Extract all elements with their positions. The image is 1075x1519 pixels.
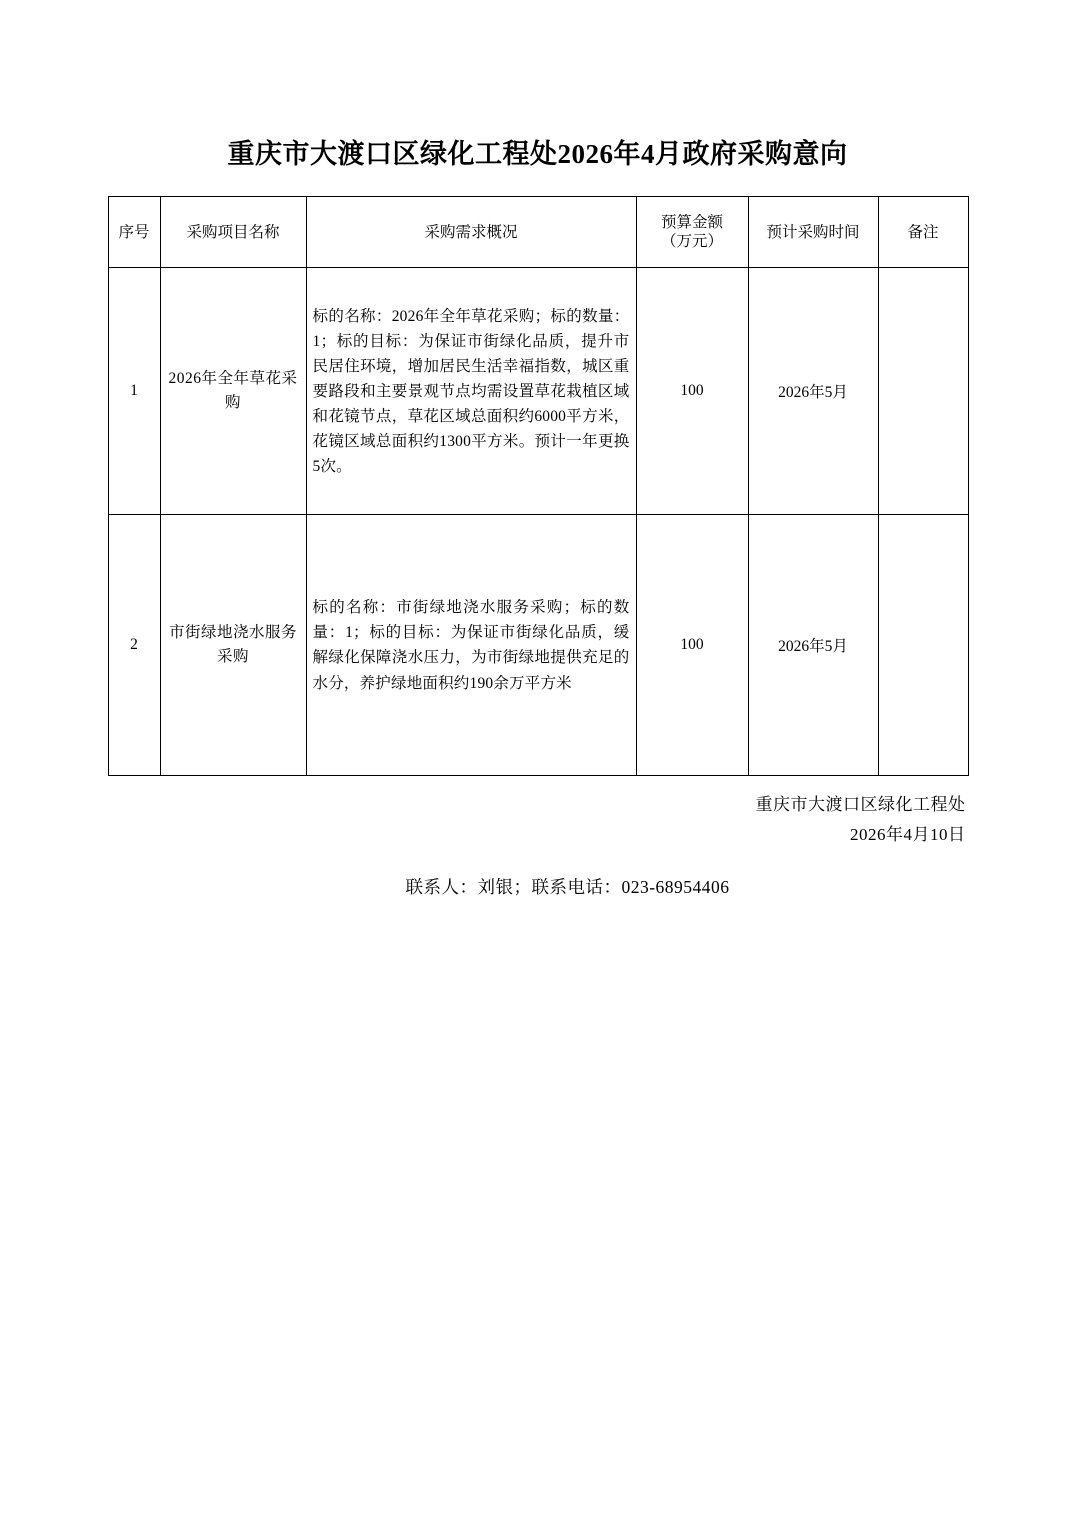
header-remark: 备注: [878, 197, 968, 268]
row-seq: 1: [108, 268, 160, 515]
header-requirement: 采购需求概况: [306, 197, 636, 268]
row-budget: 100: [636, 515, 748, 776]
table-header: [108, 197, 968, 268]
procurement-table-wrapper: [108, 196, 968, 776]
row-requirement: 标的名称：市街绿地浇水服务采购；标的数量：1；标的目标：为保证市街绿化品质，缓解绿化保障浇水压力，为市街绿地提供充足的水分，养护绿地面积约190余万平方米: [306, 515, 636, 776]
header-project-name: 采购项目名称: [160, 197, 306, 268]
signature-organization: 重庆市大渡口区绿化工程处: [755, 795, 966, 815]
signature-date: 2026年4月10日: [850, 825, 966, 845]
row-expected-time: 2026年5月: [748, 268, 878, 515]
table-body: [108, 268, 968, 776]
header-seq: 序号: [108, 197, 160, 268]
header-budget-line1: 预算金额: [660, 214, 723, 232]
table-header-row: [108, 197, 968, 268]
table-row: [108, 268, 968, 515]
row-project-name: 市街绿地浇水服务采购: [160, 515, 306, 776]
table-row: [108, 515, 968, 776]
row-budget: 100: [636, 268, 748, 515]
row-requirement: 标的名称：2026年全年草花采购；标的数量：1；标的目标：为保证市街绿化品质，提升市民居住环境，增加居民生活幸福指数，城区重要路段和主要景观节点均需设置草花栽植区域和花镜节点，草花区域总面积约6000平方米，花镜区域总面积约1300平方米。预计一年更换5次。: [306, 268, 636, 515]
header-budget-line2: （万元）: [660, 233, 723, 251]
page-title: 重庆市大渡口区绿化工程处2026年4月政府采购意向: [227, 139, 848, 169]
row-expected-time: 2026年5月: [748, 515, 878, 776]
header-budget: [636, 197, 748, 268]
contact-line: 联系人：刘银；联系电话：023-68954406: [405, 876, 730, 897]
procurement-table: [108, 196, 969, 776]
signature-block: [106, 790, 970, 850]
row-project-name: 2026年全年草花采购: [160, 268, 306, 515]
row-remark: [878, 515, 968, 776]
header-expected-time: 预计采购时间: [748, 197, 878, 268]
row-seq: 2: [108, 515, 160, 776]
row-remark: [878, 268, 968, 515]
